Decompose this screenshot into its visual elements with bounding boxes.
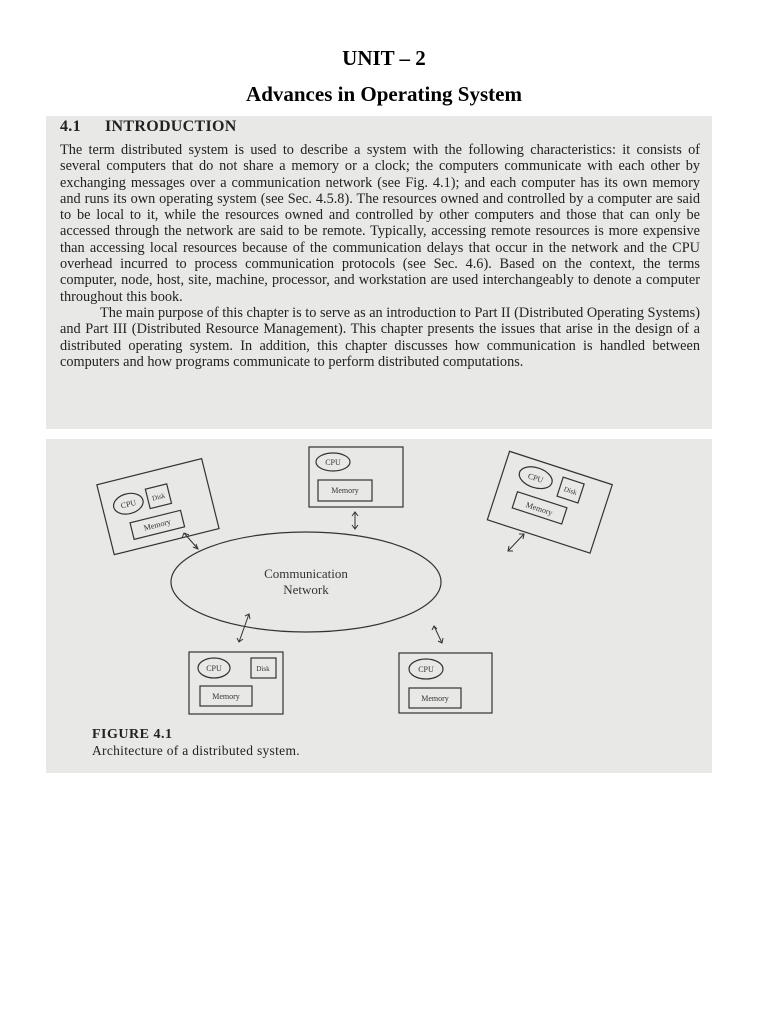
unit-heading: UNIT – 2 xyxy=(342,46,426,70)
memory-label: Memory xyxy=(421,694,449,703)
architecture-diagram xyxy=(46,439,712,773)
node-top-left xyxy=(97,459,219,555)
memory-label: Memory xyxy=(142,517,172,533)
node-bottom-left xyxy=(189,652,283,714)
cpu-label: CPU xyxy=(119,497,138,511)
network-label-line1: Communication xyxy=(264,566,348,581)
figure-caption: Architecture of a distributed system. xyxy=(92,743,300,758)
node-top-center xyxy=(309,447,403,507)
cpu-label: CPU xyxy=(325,458,341,467)
disk-label: Disk xyxy=(151,491,167,503)
scanned-introduction-page xyxy=(46,116,712,429)
disk-label: Disk xyxy=(562,485,578,497)
cpu-label: CPU xyxy=(526,471,545,485)
memory-label: Memory xyxy=(331,486,359,495)
intro-paragraph-2: The main purpose of this chapter is to serve as an introduction to Part II (Distributed Operating Systems) and Part III (Distributed Resource Management). This chapter presents the issues that arise in the design of a distributed operating system. In addition, this chapter discusses how communication is handled between computers and how programs communicate to perform distributed computations. xyxy=(60,304,700,370)
memory-label: Memory xyxy=(212,692,240,701)
network-label-line2: Network xyxy=(283,582,329,597)
memory-label: Memory xyxy=(524,500,554,518)
disk-label: Disk xyxy=(256,665,270,673)
node-top-right xyxy=(487,451,612,553)
connection-arrows xyxy=(182,512,524,643)
figure-label: FIGURE 4.1 xyxy=(92,727,173,742)
intro-paragraph-1: The term distributed system is used to describe a system with the following characteristics: it consists of several computers that do not share a memory or a clock; the computers communicate with each other by exchanging messages over a communication network (see Fig. 4.1); and each computer has its own memory and runs its own operating system (see Sec. 4.5.8). The resources owned and controlled by a computer are said to be local to it, while the resources owned and controlled by other computers and those that can only be accessed through the network are said to be remote. Typically, accessing remote resources is more expensive than accessing local resources because of the communication delays that occur in the network and the CPU overhead incurred to process communication protocols (see Sec. 4.6). Based on the context, the terms computer, node, host, site, machine, processor, and workstation are used interchangeably to denote a computer throughout this book. xyxy=(60,142,700,305)
cpu-label: CPU xyxy=(418,665,434,674)
node-bottom-right xyxy=(399,653,492,713)
section-heading xyxy=(60,118,700,136)
cpu-label: CPU xyxy=(206,664,222,673)
section-title: INTRODUCTION xyxy=(105,118,237,135)
section-number: 4.1 xyxy=(60,118,81,135)
document-title: Advances in Operating System xyxy=(246,82,522,106)
figure-distributed-system xyxy=(46,439,712,773)
